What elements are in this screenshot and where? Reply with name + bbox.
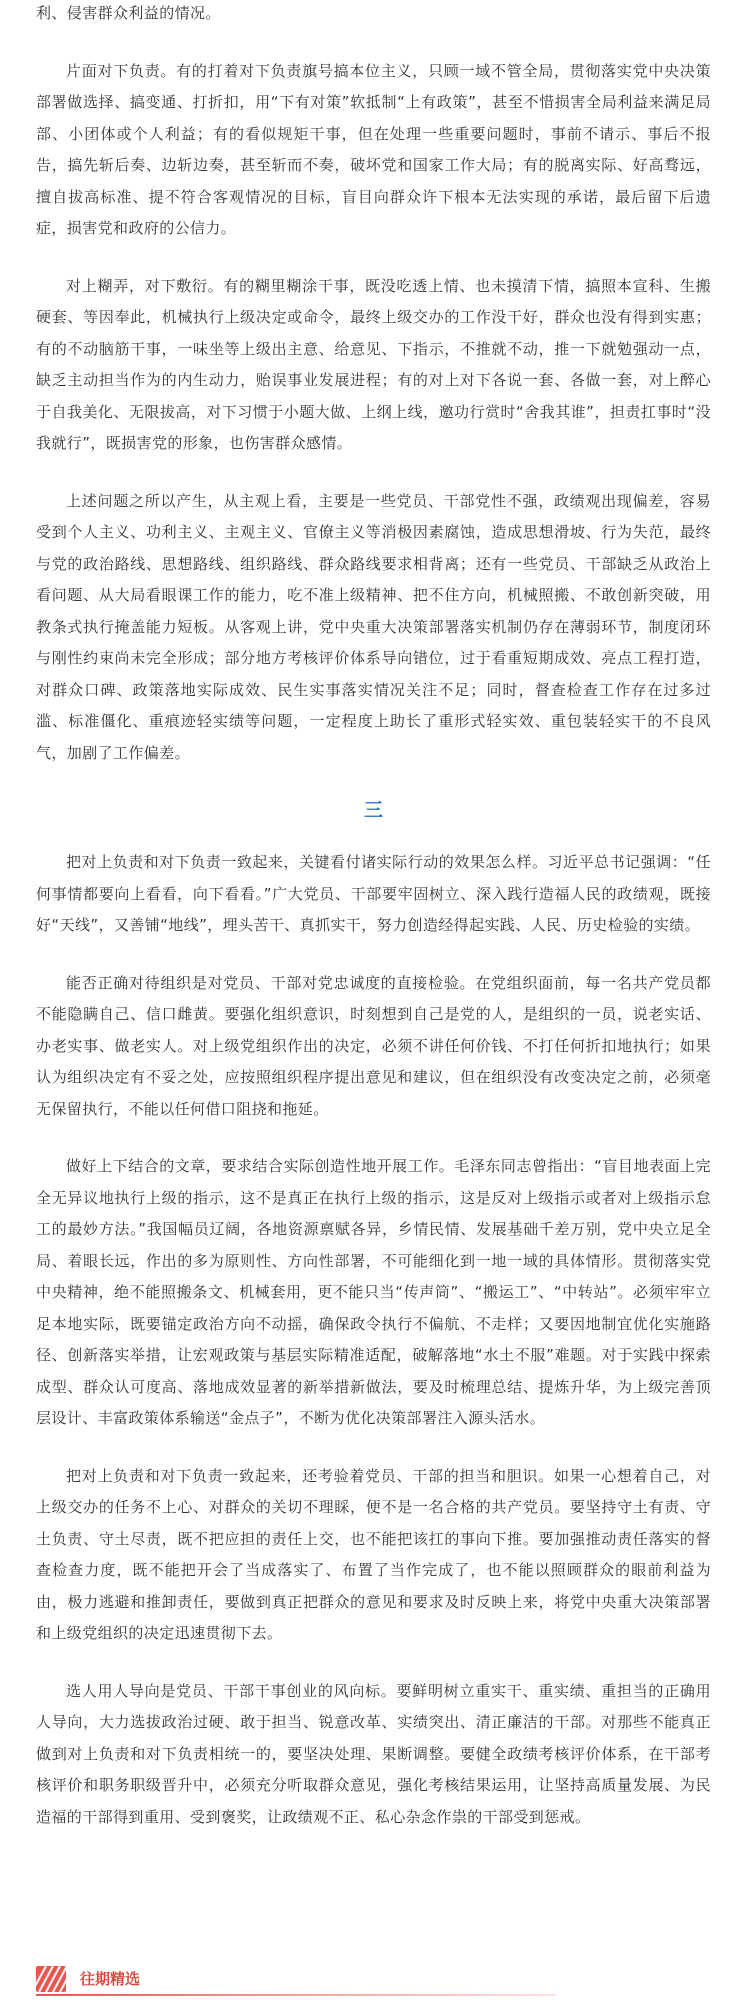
paragraph-1: 片面对下负责。有的打着对下负责旗号搞本位主义，只顾一域不管全局，贯彻落实党中央决策部署做选择、搞变通、打折扣，用“下有对策”软抵制“上有政策”，甚至不惜损害全局利益来满足局部、小团体或个人利益；有的看似规矩干事，但在处理一些重要问题时，事前不请示、事后不报告，搞先斩后奏、边斩边奏，甚至斩而不奏，破坏党和国家工作大局；有的脱离实际、好高骛远，擅自拔高标准、提不符合客观情况的目标，盲目向群众许下根本无法实现的承诺，最后留下后遗症，损害党和政府的公信力。 bbox=[36, 61, 711, 237]
paragraph-2: 对上糊弄，对下敷衍。有的糊里糊涂干事，既没吃透上情、也未摸清下情，搞照本宣科、生搬硬套、等因奉此，机械执行上级决定或命令，最终上级交办的工作没干好，群众也没有得到实惠；有的不动脑筋干事，一味坐等上级出主意、给意见、下指示，不推就不动，推一下就勉强动一点，缺乏主动担当作为的内生动力，贻误事业发展进程；有的对上对下各说一套、各做一套，对上醉心于自我美化、无限拔高，对下习惯于小题大做、上纲上线，邀功行赏时“舍我其谁”，担责扛事时“没我就行”，既损害党的形象，也伤害群众感情。 bbox=[36, 276, 711, 452]
paragraph-4: 把对上负责和对下负责一致起来，关键看付诸实际行动的效果怎么样。习近平总书记强调：“任何事情都要向上看看，向下看看。”广大党员、干部要牢固树立、深入践行造福人民的政绩观，既接好“天线”，又善铺“地线”，埋头苦干、真抓实干，努力创造经得起实践、人民、历史检验的实绩。 bbox=[36, 853, 711, 934]
footer-divider bbox=[36, 1994, 556, 1996]
section-number: 三 bbox=[363, 799, 383, 821]
paragraph-3: 上述问题之所以产生，从主观上看，主要是一些党员、干部党性不强，政绩观出现偏差，容易受到个人主义、功利主义、主观主义、官僚主义等消极因素腐蚀，造成思想滑坡、行为失范，最终与党的政治路线、思想路线、组织路线、群众路线要求相背离；还有一些党员、干部缺乏从政治上看问题、从大局看眼课工作的能力，吃不准上级精神、把不住方向，机械照搬、不敢创新突破，用教条式执行掩盖能力短板。从客观上讲，党中央重大决策部署落实机制仍存在薄弱环节，制度闭环与刚性约束尚未完全形成；部分地方考核评价体系导向错位，过于看重短期成效、亮点工程打造，对群众口碑、政策落地实际成效、民生实事落实情况关注不足；同时，督查检查工作存在过多过滥、标准僵化、重痕迹轻实绩等问题，一定程度上助长了重形式轻实效、重包装轻实干的不良风气，加剧了工作偏差。 bbox=[36, 491, 711, 762]
paragraph-7: 把对上负责和对下负责一致起来，还考验着党员、干部的担当和胆识。如果一心想着自己，对上级交办的任务不上心、对群众的关切不理睬，便不是一名合格的共产党员。要坚持守土有责、守土负责、守土尽责，既不把应担的责任上交，也不能把该扛的事向下推。要加强推动责任落实的督查检查力度，既不能把开会了当成落实了、布置了当作完成了，也不能以照顾群众的眼前利益为由，极力逃避和推卸责任，要做到真正把群众的意见和要求及时反映上来，将党中央重大决策部署和上级党组织的决定迅速贯彻下去。 bbox=[36, 1466, 711, 1642]
paragraph-8: 选人用人导向是党员、干部干事创业的风向标。要鲜明树立重实干、重实绩、重担当的正确用人导向，大力选拔政治过硬、敢于担当、锐意改革、实绩突出、清正廉洁的干部。对那些不能真正做到对上负责和对下负责相统一的，要坚决处理、果断调整。要健全政绩考核评价体系，在干部考核评价和职务职级晋升中，必须充分听取群众意见，强化考核结果运用，让坚持高质量发展、为民造福的干部得到重用、受到褒奖，让政绩观不正、私心杂念作祟的干部受到惩戒。 bbox=[36, 1681, 711, 1826]
past-picks-title: 往期精选 bbox=[80, 1970, 141, 1988]
paragraph-0: 利、侵害群众利益的情况。 bbox=[36, 4, 221, 22]
past-picks-header[interactable] bbox=[36, 1966, 556, 1994]
stripes-logo-icon bbox=[36, 1966, 66, 1992]
paragraph-6: 做好上下结合的文章，要求结合实际创造性地开展工作。毛泽东同志曾指出：“盲目地表面上完全无异议地执行上级的指示，这不是真正在执行上级的指示，这是反对上级指示或者对上级指示怠工的最妙方法。”我国幅员辽阔，各地资源禀赋各异，乡情民情、发展基础千差万别，党中央立足全局、着眼长远，作出的多为原则性、方向性部署，不可能细化到一地一域的具体情形。贯彻落实党中央精神，绝不能照搬条文、机械套用，更不能只当“传声筒”、“搬运工”、“中转站”。必须牢牢立足本地实际，既要锚定政治方向不动摇，确保政令执行不偏航、不走样；又要因地制宜优化实施路径、创新落实举措，让宏观政策与基层实际精准适配，破解落地“水土不服”难题。对于实践中探索成型、群众认可度高、落地成效显著的新举措新做法，要及时梳理总结、提炼升华，为上级完善顶层设计、丰富政策体系输送“金点子”，不断为优化决策部署注入源头活水。 bbox=[36, 1157, 711, 1427]
paragraph-5: 能否正确对待组织是对党员、干部对党忠诚度的直接检验。在党组织面前，每一名共产党员都不能隐瞒自己、信口雌黄。要强化组织意识，时刻想到自己是党的人，是组织的一员，说老实话、办老实事、做老实人。对上级党组织作出的决定，必须不讲任何价钱、不打任何折扣地执行；如果认为组织决定有不妥之处，应按照组织程序提出意见和建议，但在组织没有改变决定之前，必须毫无保留执行，不能以任何借口阻挠和拖延。 bbox=[36, 973, 711, 1118]
